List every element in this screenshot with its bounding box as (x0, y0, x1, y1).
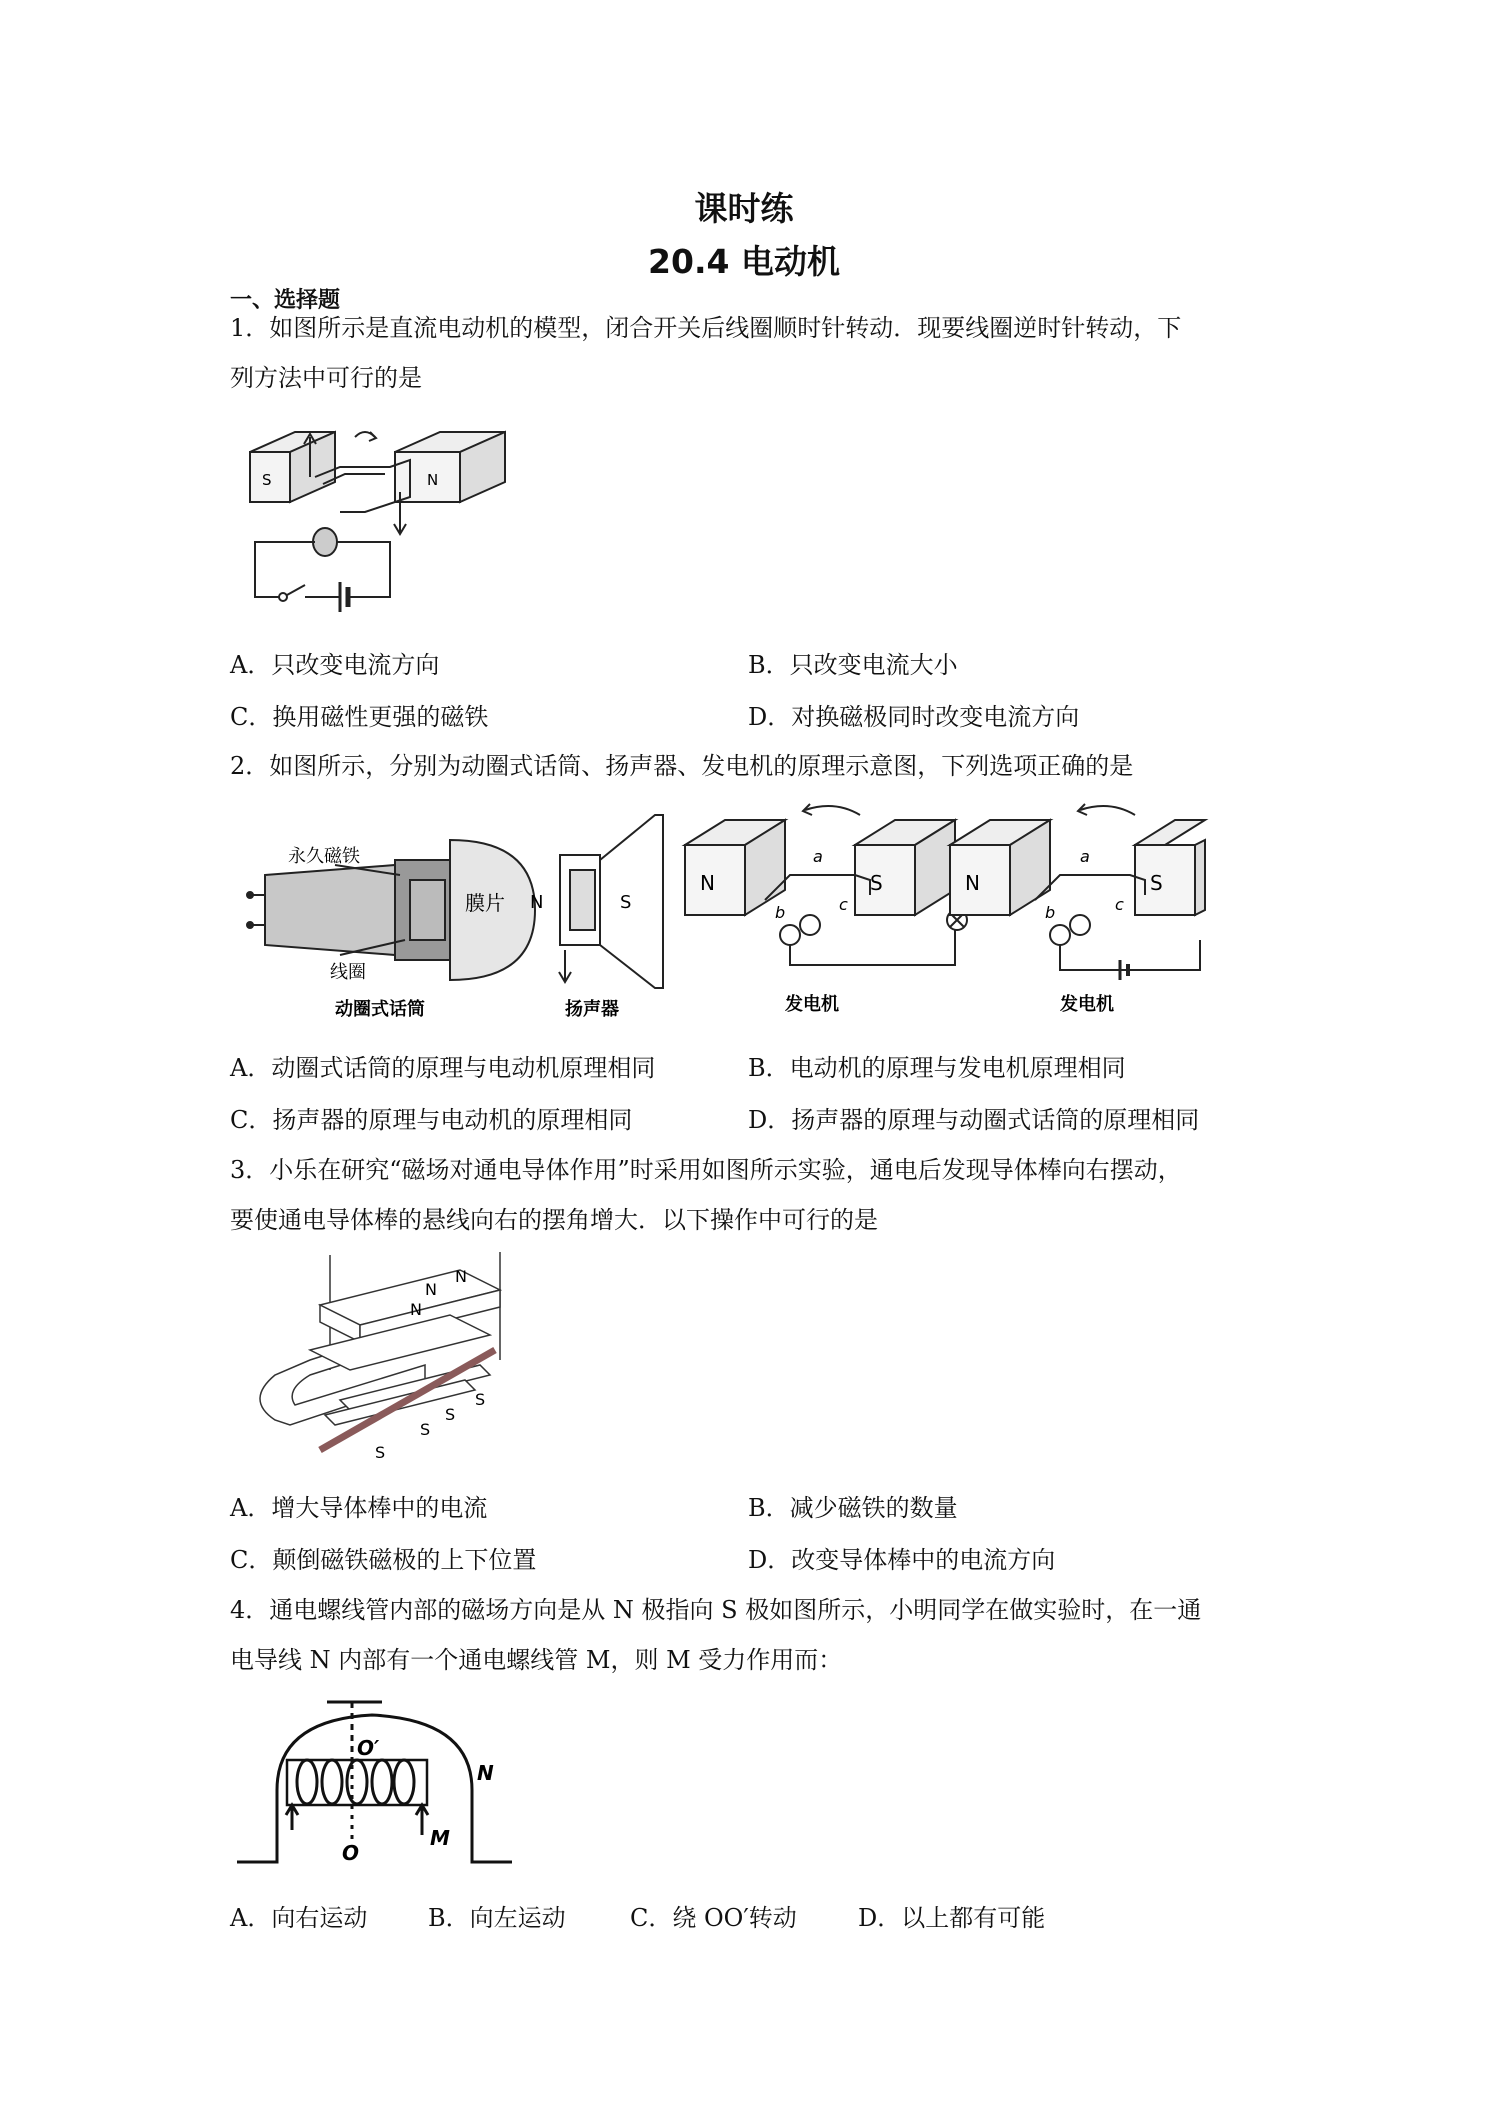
question-3-option-b[interactable]: B．减少磁铁的数量 (748, 1494, 958, 1522)
q2-mic-diaphragm-label: 膜片 (465, 891, 505, 915)
q2-speaker-pole-n: N (530, 892, 544, 913)
q2-gen2-point-b: b (1045, 903, 1056, 922)
question-4-option-d[interactable]: D．以上都有可能 (858, 1904, 1046, 1932)
q4-label-o: O (342, 1841, 360, 1865)
question-4-line-2: 电导线 N 内部有一个通电螺线管 M，则 M 受力作用而： (230, 1646, 843, 1674)
question-1-option-c[interactable]: C．换用磁性更强的磁铁 (230, 703, 489, 731)
question-3-figure-magnets (250, 1250, 510, 1480)
question-1-figure-dc-motor (245, 422, 520, 640)
question-2-option-b[interactable]: B．电动机的原理与发电机原理相同 (748, 1054, 1126, 1082)
question-4-option-a[interactable]: A．向右运动 (230, 1904, 368, 1932)
question-1-stem (230, 303, 1270, 403)
q3-pole-n-2: N (425, 1280, 437, 1299)
q2-mic-coil-label: 线圈 (330, 962, 366, 983)
q2-gen2-caption: 发电机 (1060, 994, 1114, 1015)
q4-label-m: M (430, 1826, 450, 1850)
question-2-option-a[interactable]: A．动圈式话筒的原理与电动机原理相同 (230, 1054, 656, 1082)
page-subtitle: 20.4 电动机 (648, 242, 840, 281)
q2-gen1-pole-s: S (870, 871, 883, 895)
question-3-line-2: 要使通电导体棒的悬线向右的摆角增大．以下操作中可行的是 (230, 1206, 878, 1234)
question-2-line-1: 2．如图所示，分别为动圈式话筒、扬声器、发电机的原理示意图，下列选项正确的是 (230, 752, 1134, 780)
question-3-stem (230, 1145, 1270, 1245)
question-4-stem (230, 1585, 1270, 1685)
q1-pole-s-label: S (262, 471, 272, 489)
q2-gen2-point-c: c (1115, 895, 1124, 914)
q2-mic-magnet-label: 永久磁铁 (288, 846, 360, 867)
q2-mic-caption: 动圈式话筒 (335, 999, 425, 1020)
question-1-option-a[interactable]: A．只改变电流方向 (230, 651, 440, 679)
question-1-option-b[interactable]: B．只改变电流大小 (748, 651, 958, 679)
section-heading: 一、选择题 (230, 288, 341, 313)
question-3-option-d[interactable]: D．改变导体棒中的电流方向 (748, 1546, 1056, 1574)
q3-pole-s-1: S (475, 1390, 486, 1409)
q2-gen1-point-b: b (775, 903, 786, 922)
q2-gen1-point-c: c (839, 895, 848, 914)
q2-gen1-pole-n: N (700, 871, 715, 895)
q2-speaker-pole-s: S (620, 892, 632, 913)
question-4-option-c[interactable]: C．绕 OO′转动 (630, 1904, 797, 1932)
q2-gen2-pole-n: N (965, 871, 980, 895)
q4-label-o-prime: O′ (357, 1736, 380, 1760)
q2-speaker-caption: 扬声器 (565, 999, 619, 1020)
q2-gen2-point-a: a (1080, 847, 1090, 866)
question-1-line-2: 列方法中可行的是 (230, 364, 422, 392)
q3-pole-n-3: N (410, 1300, 422, 1319)
q2-gen1-point-a: a (813, 847, 823, 866)
question-2-figure-devices (245, 800, 1220, 1035)
question-3-option-c[interactable]: C．颠倒磁铁磁极的上下位置 (230, 1546, 537, 1574)
q1-pole-n-label: N (427, 471, 439, 489)
q2-gen1-caption: 发电机 (785, 994, 839, 1015)
question-4-line-1: 4．通电螺线管内部的磁场方向是从 N 极指向 S 极如图所示，小明同学在做实验时，在一通 (230, 1596, 1202, 1624)
q3-pole-n-1: N (455, 1267, 467, 1286)
page-title: 课时练 (694, 189, 794, 228)
question-1-option-d[interactable]: D．对换磁极同时改变电流方向 (748, 703, 1080, 731)
q2-gen2-pole-s: S (1150, 871, 1163, 895)
question-2-option-c[interactable]: C．扬声器的原理与电动机的原理相同 (230, 1106, 633, 1134)
question-2-option-d[interactable]: D．扬声器的原理与动圈式话筒的原理相同 (748, 1106, 1200, 1134)
question-1-line-1: 1．如图所示是直流电动机的模型，闭合开关后线圈顺时针转动．现要线圈逆时针转动，下 (230, 314, 1182, 342)
question-3-option-a[interactable]: A．增大导体棒中的电流 (230, 1494, 488, 1522)
q4-label-n: N (477, 1761, 494, 1785)
question-2-stem (230, 741, 1270, 791)
question-4-figure-solenoid (232, 1690, 522, 1870)
q3-pole-s-3: S (420, 1420, 431, 1439)
question-3-line-1: 3．小乐在研究“磁场对通电导体作用”时采用如图所示实验，通电后发现导体棒向右摆动， (230, 1156, 1182, 1184)
question-4-option-b[interactable]: B．向左运动 (428, 1904, 566, 1932)
q3-pole-s-4: S (375, 1443, 386, 1462)
q3-pole-s-2: S (445, 1405, 456, 1424)
